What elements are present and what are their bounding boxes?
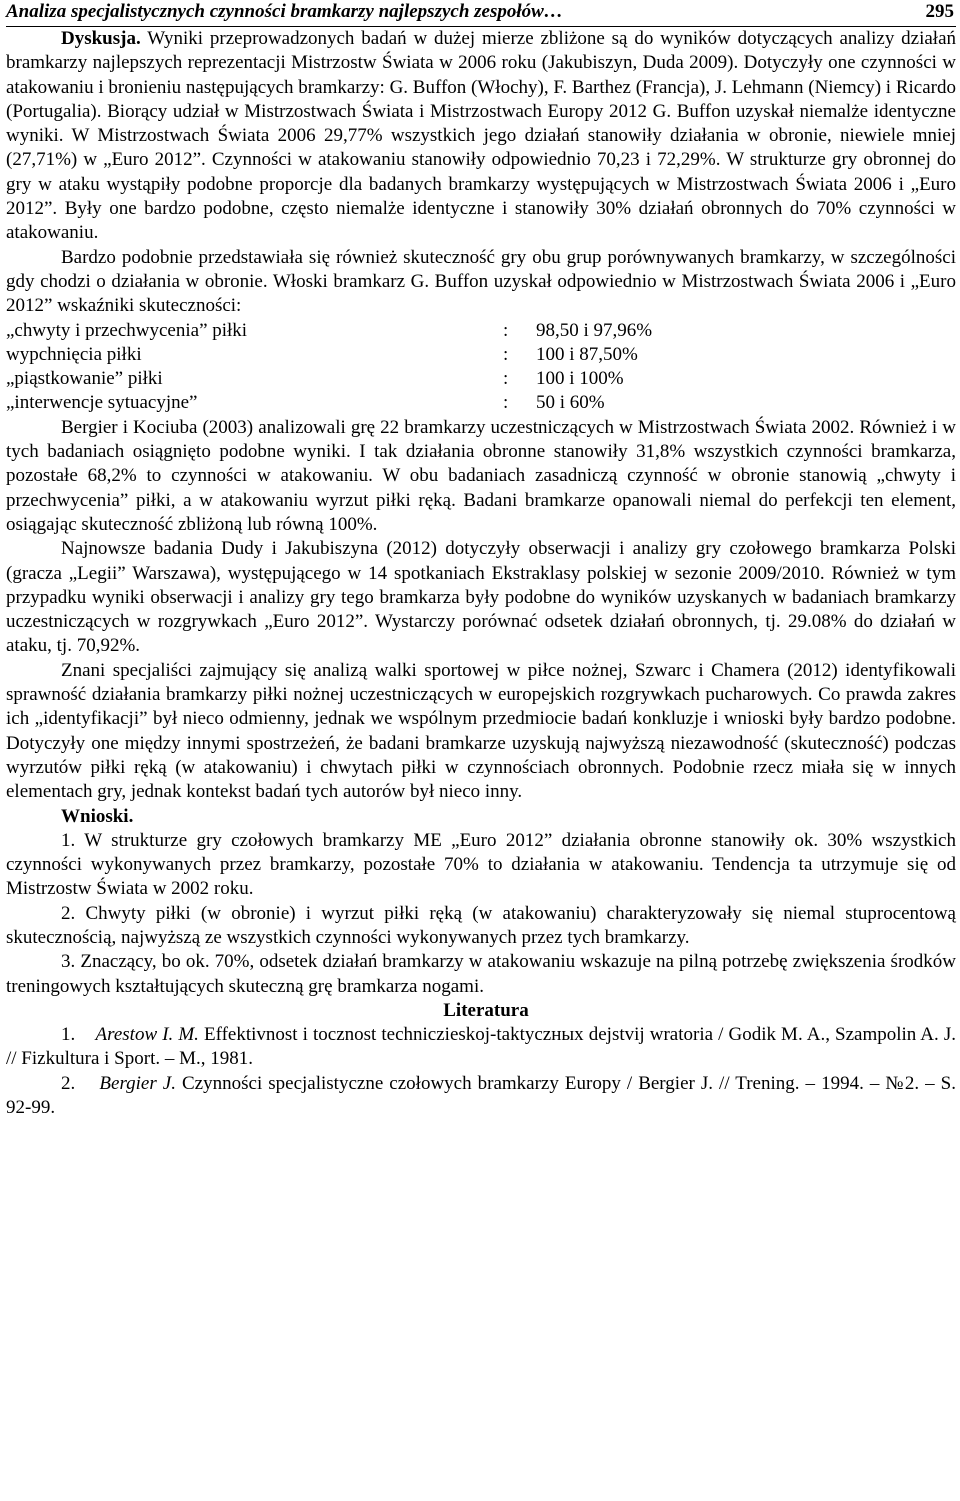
stats-label: „piąstkowanie” piłki — [6, 368, 163, 390]
reference-text: Effektivnost i tocznost techniczieskoj-taktyczных dejstvij wratoria / Godik M. A., Szampolin A. J. // Fizkultura i Sport. – M., 1981. — [6, 1024, 956, 1070]
conclusion-number: 1. — [61, 829, 76, 851]
page-number: 295 — [925, 1, 954, 22]
conclusion-item — [6, 829, 956, 902]
discussion-paragraph-5: Znani specjaliści zajmujący się analizą walki sportowej w piłce nożnej, Szwarc i Chamera (2012) identyfikowali sprawność działania bramkarzy piłki nożnej uczestniczących w europejskich rozgrywkach pucharowych. Co prawda zakres ich „identyfikacji” był nieco odmienny, jednak we wspólnym przedmiocie badań konkluzje i wnioski były bardzo podobne. Dotyczyły one między innymi spostrzeżeń, że badani bramkarze uzyskują najwyższą niezawodność (skuteczność) podczas wyrzutów piłki ręką (w atakowaniu) i chwytach piłki w czynnościach obronnych. Podobnie rzecz miała się w innych elementach gry, jednak kontekst badań tych autorów był nieco inny. — [6, 659, 956, 803]
stats-label: wypchnięcia piłki — [6, 343, 142, 365]
stats-value: 100 i 87,50% — [536, 343, 638, 365]
reference-item — [6, 1072, 956, 1121]
conclusion-item — [6, 950, 956, 999]
literature-heading: Literatura — [443, 999, 529, 1021]
stats-row — [6, 319, 836, 343]
conclusion-item — [6, 902, 956, 951]
effectiveness-table — [6, 319, 836, 416]
reference-text: Czynności specjalistyczne czołowych bramkarzy Europy / Bergier J. // Trening. – 1994. – №2. – S. 92-99. — [6, 1072, 956, 1119]
reference-item — [6, 1023, 956, 1072]
stats-row — [6, 367, 836, 391]
stats-value: 98,50 i 97,96% — [536, 319, 653, 341]
discussion-paragraph-3: Bergier i Kociuba (2003) analizowali grę 22 bramkarzy uczestniczących w Mistrzostwach Świata 2002. Również i w tych badaniach osiągnięto podobne wyniki. I tak działania obronne stanowiły 31,8% wszystkich czynności bramkarza, pozostałe 68,2% to czynności w atakowaniu. W obu badaniach zasadniczą czynność w obronie stanowią „chwyty i przechwycenia” piłki, a w atakowaniu wyrzut piłki ręką. Badani bramkarze opanowali niemal do perfekcji ten element, osiągając skuteczność zbliżoną lub równą 100%. — [6, 416, 956, 535]
reference-author: Bergier J. — [99, 1072, 176, 1094]
stats-value: 100 i 100% — [536, 368, 624, 390]
stats-separator: : — [503, 343, 509, 365]
stats-separator: : — [503, 368, 509, 390]
conclusion-text: Chwyty piłki (w obronie) i wyrzut piłki ręką (w atakowaniu) charakteryzowały się niemal stuprocentową skutecznością, najwyższą ze wszystkich czynności wykonywanych przez tych bramkarzy. — [6, 902, 956, 948]
running-header — [6, 0, 956, 27]
stats-label: „interwencje sytuacyjne” — [6, 392, 198, 414]
conclusion-text: Znaczący, bo ok. 70%, odsetek działań bramkarzy w atakowaniu wskazuje na pilną potrzebę zwiększenia środków treningowych kształtujących skuteczną grę bramkarza nogami. — [6, 951, 956, 997]
header-title: Analiza specjalistycznych czynności bramkarzy najlepszych zespołów… — [6, 1, 563, 22]
conclusions-heading: Wnioski. — [61, 805, 134, 827]
article-body — [6, 27, 956, 1120]
discussion-heading: Dyskusja. — [61, 28, 141, 49]
conclusion-number: 3. — [61, 951, 76, 973]
reference-author: Arestow I. M. — [95, 1024, 199, 1046]
reference-number: 1. — [61, 1024, 76, 1046]
stats-row — [6, 391, 836, 415]
stats-separator: : — [503, 392, 509, 414]
stats-row — [6, 343, 836, 367]
conclusion-number: 2. — [61, 902, 76, 924]
stats-separator: : — [503, 319, 509, 341]
discussion-paragraph-2: Bardzo podobnie przedstawiała się również skuteczność gry obu grup porównywanych bramkarzy, w szczególności gdy chodzi o działania w obronie. Włoski bramkarz G. Buffon uzyskał odpowiednio w Mistrzostwach Świata 2006 i „Euro 2012” wskaźniki skuteczności: — [6, 246, 956, 317]
conclusion-text: W strukturze gry czołowych bramkarzy ME „Euro 2012” działania obronne stanowiły ok. 30% wszystkich czynności wykonywanych przez bramkarzy, pozostałe 70% to działania w atakowaniu. Tendencja ta utrzymuje się od Mistrzostw Świata w 2002 roku. — [6, 829, 956, 900]
reference-number: 2. — [61, 1072, 76, 1094]
stats-label: „chwyty i przechwycenia” piłki — [6, 319, 248, 341]
stats-value: 50 i 60% — [536, 392, 605, 414]
discussion-paragraph-4: Najnowsze badania Dudy i Jakubiszyna (2012) dotyczyły obserwacji i analizy gry czołowego bramkarza Polski (gracza „Legii” Warszawa), występującego w 14 spotkaniach Ekstraklasy polskiej w sezonie 2009/2010. Również w tym przypadku wyniki obserwacji i analizy gry tego bramkarza były podobne do wyników uzyskanych w badaniach bramkarzy uczestniczących w rozgrywkach „Euro 2012”. Wystarczy porównać odsetek działań obronnych, tj. 29.08% do działań w ataku, tj. 70,92%. — [6, 538, 956, 657]
discussion-paragraph-1 — [6, 27, 956, 246]
discussion-text-1: Wyniki przeprowadzonych badań w dużej mierze zbliżone są do wyników dotyczących analizy działań bramkarzy najlepszych reprezentacji Mistrzostw Świata w 2006 roku (Jakubiszyn, Duda 2009). Dotyczyły one czynności w atakowaniu i bronieniu następujących bramkarzy: G. Buffon (Włochy), F. Barthez (Francja), J. Lehmann (Niemcy) i Ricardo (Portugalia). Biorący udział w Mistrzostwach Świata i Mistrzostwach Europy 2012 G. Buffon uzyskał niemalże identyczne wyniki. W Mistrzostwach Świata 2006 29,77% wszystkich jego działań stanowiły działania w obronie, niewiele mniej (27,71%) w „Euro 2012”. Czynności w atakowaniu stanowiły odpowiednio 70,23 i 72,29%. W strukturze gry obronnej do gry w ataku wystąpiły podobne proporcje dla badanych bramkarzy występujących w Mistrzostwach Świata 2006 i „Euro 2012”. Były one bardzo podobne, często niemalże identyczne i stanowiły 30% działań obronnych do 70% czynności w atakowaniu. — [6, 28, 956, 244]
